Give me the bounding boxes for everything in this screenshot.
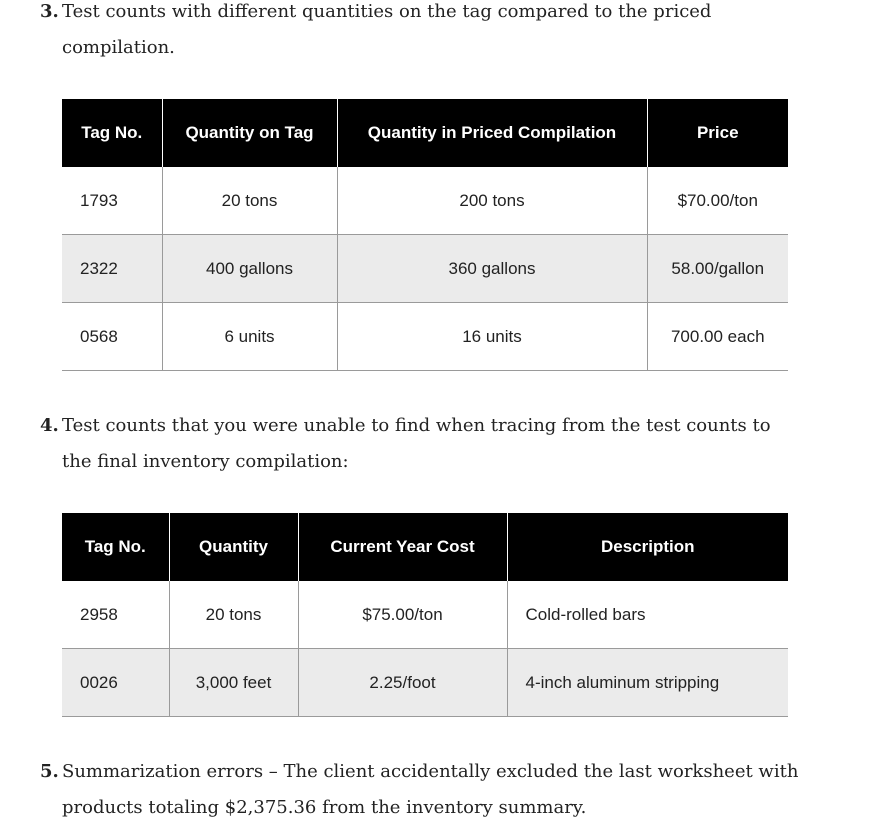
cell-quantity: 3,000 feet <box>169 649 298 717</box>
item-4-line2: the final inventory compilation: <box>62 451 349 472</box>
item-5-line1: Summarization errors – The client accidentally excluded the last worksheet with <box>62 761 799 782</box>
cell-quantity-in-compilation: 360 gallons <box>337 235 647 303</box>
item-5-line2: products totaling $2,375.36 from the inventory summary. <box>62 797 587 818</box>
item-3-text <box>40 0 830 66</box>
cell-current-year-cost: 2.25/foot <box>298 649 507 717</box>
item-5-text <box>40 754 830 826</box>
item-3-number: 3. <box>40 1 59 22</box>
cell-quantity-in-compilation: 16 units <box>337 303 647 371</box>
col-header-quantity-in-priced-compilation: Quantity in Priced Compilation <box>337 99 647 167</box>
cell-tag-no: 2322 <box>62 235 162 303</box>
item-3-line2: compilation. <box>62 37 175 58</box>
col-header-tag-no: Tag No. <box>62 513 169 581</box>
priced-compilation-table <box>62 99 788 371</box>
cell-quantity-on-tag: 20 tons <box>162 167 337 235</box>
cell-quantity-in-compilation: 200 tons <box>337 167 647 235</box>
table-header-row <box>62 99 788 167</box>
item-4-text <box>40 408 830 480</box>
col-header-quantity-on-tag: Quantity on Tag <box>162 99 337 167</box>
table-row <box>62 167 788 235</box>
cell-description: 4-inch aluminum stripping <box>507 649 788 717</box>
table-row <box>62 303 788 371</box>
item-4-line1: Test counts that you were unable to find when tracing from the test counts to <box>62 415 771 436</box>
cell-quantity-on-tag: 400 gallons <box>162 235 337 303</box>
col-header-quantity: Quantity <box>169 513 298 581</box>
cell-tag-no: 1793 <box>62 167 162 235</box>
table-row <box>62 581 788 649</box>
cell-quantity: 20 tons <box>169 581 298 649</box>
table-row <box>62 649 788 717</box>
cell-price: 58.00/gallon <box>647 235 788 303</box>
table-header-row <box>62 513 788 581</box>
table-row <box>62 235 788 303</box>
cell-current-year-cost: $75.00/ton <box>298 581 507 649</box>
cell-tag-no: 0568 <box>62 303 162 371</box>
cell-quantity-on-tag: 6 units <box>162 303 337 371</box>
item-4-number: 4. <box>40 415 59 436</box>
col-header-current-year-cost: Current Year Cost <box>298 513 507 581</box>
cell-price: 700.00 each <box>647 303 788 371</box>
untraced-counts-table <box>62 513 788 717</box>
item-3-line1: Test counts with different quantities on the tag compared to the priced <box>62 1 712 22</box>
cell-tag-no: 0026 <box>62 649 169 717</box>
col-header-price: Price <box>647 99 788 167</box>
item-5-number: 5. <box>40 761 59 782</box>
cell-price: $70.00/ton <box>647 167 788 235</box>
col-header-description: Description <box>507 513 788 581</box>
cell-tag-no: 2958 <box>62 581 169 649</box>
cell-description: Cold-rolled bars <box>507 581 788 649</box>
col-header-tag-no: Tag No. <box>62 99 162 167</box>
